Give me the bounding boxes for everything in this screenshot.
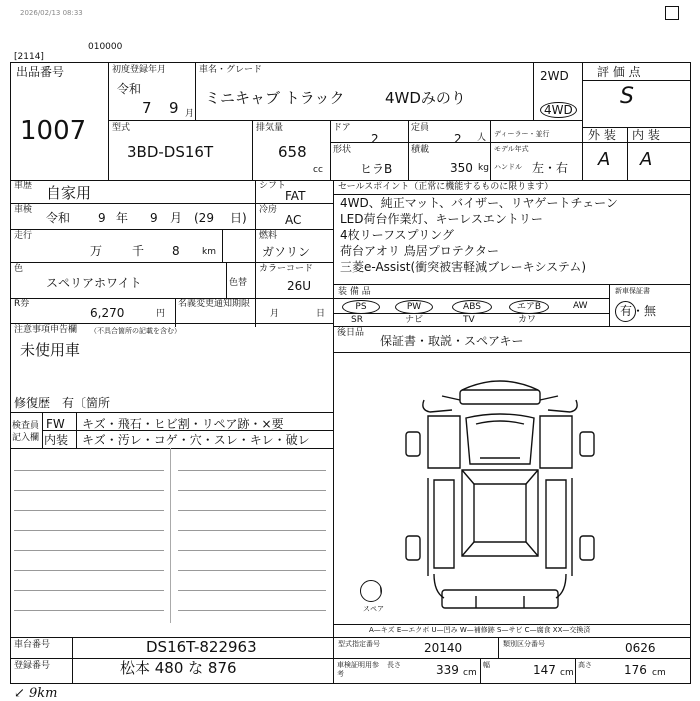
new-car-cert-circle — [615, 301, 636, 322]
displacement-unit: cc — [313, 165, 323, 175]
drive-2wd: 2WD — [540, 69, 569, 83]
equip-leather: カワ — [518, 315, 537, 325]
height-unit: cm — [652, 668, 666, 678]
repair-value: 有〔箇所 — [62, 396, 111, 410]
equip-ps: PS — [342, 300, 380, 314]
inspector-fw-label: FW — [46, 417, 65, 431]
height-label: 高さ — [578, 661, 592, 669]
doc-id: [2114] — [14, 52, 44, 62]
mileage-sen: 千 — [132, 244, 145, 258]
load-label: 積載 — [411, 145, 430, 155]
vehicle-grade: 4WDみのり — [385, 89, 466, 107]
capacity-value: 2 — [454, 132, 462, 146]
plate-label: 登録番号 — [14, 661, 51, 671]
sales-point-2: LED荷台作業灯、キーレスエントリー — [340, 212, 543, 226]
registration-month: 9 — [169, 99, 179, 117]
ac-value: AC — [285, 213, 302, 227]
vehicle-name: ミニキャブ トラック — [205, 89, 345, 107]
inspector-int-label: 内装 — [44, 433, 69, 447]
vehicle-label: 車名・グレード — [199, 65, 263, 75]
doors-value: 2 — [371, 132, 379, 146]
color-num-label: 色替 — [229, 278, 248, 288]
type-spec-value: 20140 — [424, 641, 463, 655]
model-label: 型式 — [112, 123, 131, 133]
lot-number: 1007 — [20, 116, 87, 146]
inspection-year: 9 — [98, 211, 106, 225]
color-code-label: カラーコード — [259, 264, 314, 274]
fuel-label: 燃料 — [259, 231, 278, 241]
notice-month-unit: 月 — [270, 309, 280, 319]
color-code: 26U — [287, 279, 312, 293]
color-label: 色 — [14, 264, 24, 274]
sales-point-5: 三菱e-Assist(衝突被害軽減ブレーキシステム) — [340, 260, 587, 274]
type-spec-label: 型式指定番号 — [338, 640, 380, 648]
inspector-int-items: キズ・汚レ・コゲ・穴・スレ・キレ・破レ — [82, 433, 310, 447]
score-value: S — [620, 84, 634, 109]
timestamp: 2026/02/13 08:33 — [20, 9, 83, 17]
displacement-value: 658 — [278, 143, 307, 161]
shape-value: ヒラB — [360, 162, 393, 176]
recycle-unit: 円 — [156, 309, 166, 319]
fuel-value: ガソリン — [262, 245, 311, 259]
length-label: 長さ — [387, 661, 401, 669]
shift-value: FAT — [285, 189, 306, 203]
displacement-label: 排気量 — [256, 123, 284, 133]
sales-point-3: 4枚リーフスプリング — [340, 228, 454, 242]
vehicle-damage-diagram — [380, 360, 620, 616]
inspection-day: (29 — [194, 211, 214, 225]
load-value: 350 — [450, 161, 473, 175]
chassis-value: DS16T-822963 — [146, 638, 257, 656]
inspection-label: 車検 — [14, 205, 33, 215]
inspection-month-unit: 月 — [170, 211, 183, 225]
height-value: 176 — [624, 663, 647, 677]
registration-label: 初度登録年月 — [112, 65, 167, 75]
width-unit: cm — [560, 668, 574, 678]
notice-day-unit: 日 — [316, 309, 326, 319]
shift-label: シフト — [259, 181, 287, 191]
equip-sr: SR — [351, 315, 363, 325]
class-label: 類別区分番号 — [503, 640, 545, 648]
notes-label: 注意事項申告欄 — [14, 325, 78, 335]
new-car-cert-label: 新車保証書 — [615, 287, 650, 295]
dealer-label: ディーラー・並行 — [494, 130, 550, 138]
registration-year: 7 — [142, 99, 152, 117]
score-int: A — [640, 149, 653, 170]
recycle-value: 6,270 — [90, 306, 125, 320]
capacity-label: 定員 — [411, 123, 430, 133]
chassis-label: 車台番号 — [14, 640, 51, 650]
handle-value: 左・右 — [532, 161, 569, 175]
mileage-unit: km — [202, 247, 216, 257]
handwritten-note: ↙ 9km — [14, 686, 58, 701]
lot-label: 出品番号 — [16, 65, 65, 79]
recycle-label: R券 — [14, 299, 30, 309]
equip-pw: PW — [395, 300, 433, 314]
inspection-year-unit: 年 — [116, 211, 129, 225]
mileage-label: 走行 — [14, 231, 33, 241]
equip-navi: ナビ — [405, 315, 424, 325]
notice-label: 名義変更通知期限 — [178, 299, 251, 309]
equip-tv: TV — [463, 315, 475, 325]
score-int-label: 内 装 — [632, 128, 660, 142]
accessories-value: 保証書・取説・スペアキー — [380, 334, 524, 348]
history-label: 車歴 — [14, 181, 33, 191]
width-value: 147 — [533, 663, 556, 677]
color-value: スペリアホワイト — [46, 276, 142, 290]
sales-point-1: 4WD、純正マット、バイザー、リヤゲートチェーン — [340, 196, 618, 210]
equip-aw: AW — [573, 301, 588, 311]
corner-box — [665, 6, 679, 20]
accessories-label: 後日品 — [337, 328, 365, 338]
inspection-era: 令和 — [46, 211, 71, 225]
notes-value: 未使用車 — [20, 341, 81, 359]
registration-month-unit: 月 — [185, 109, 195, 119]
history-value: 自家用 — [46, 184, 92, 202]
registration-era: 令和 — [117, 82, 142, 96]
inspection-month: 9 — [150, 211, 158, 225]
dims-cert-label: 車検証明用参考 — [337, 661, 379, 678]
spare-tire-icon — [360, 580, 382, 602]
plate-value: 松本 480 な 876 — [120, 659, 237, 677]
shape-label: 形状 — [333, 145, 352, 155]
inspection-day-unit: 日) — [230, 211, 247, 225]
width-label: 幅 — [483, 661, 490, 669]
sales-points-label: セールスポイント（正常に機能するものに限ります） — [338, 182, 554, 192]
ac-label: 冷房 — [259, 205, 278, 215]
inspector-label: 検査員記入欄 — [12, 421, 40, 443]
new-car-cert-value: 有・無 — [620, 304, 657, 318]
score-ext-label: 外 装 — [588, 128, 616, 142]
top-line: 010000 — [88, 42, 123, 52]
load-unit: kg — [478, 163, 489, 173]
length-unit: cm — [463, 668, 477, 678]
capacity-unit: 人 — [477, 133, 487, 143]
handle-label: ハンドル — [494, 163, 522, 171]
score-ext: A — [598, 149, 611, 170]
equip-abs: ABS — [452, 300, 492, 314]
score-label: 評 価 点 — [597, 65, 641, 79]
inspector-fw-items: キズ・飛石・ヒビ割・リペア跡・×要 — [82, 417, 284, 431]
length-value: 339 — [436, 663, 459, 677]
equipment-label: 装 備 品 — [338, 287, 371, 297]
repair-label: 修復歴 — [14, 396, 51, 410]
mileage-value: 8 — [172, 244, 180, 258]
class-value: 0626 — [625, 641, 656, 655]
equip-airbag: エアB — [509, 300, 549, 314]
sales-point-4: 荷台アオリ 鳥居プロテクター — [340, 244, 499, 258]
model-year-label: モデル年式 — [494, 145, 529, 153]
drive-4wd: 4WD — [540, 102, 577, 118]
doors-label: ドア — [333, 123, 351, 133]
notes-small: （不具合箇所の記載を含む） — [90, 327, 181, 335]
model-value: 3BD-DS16T — [127, 143, 214, 161]
spare-label: スペア — [363, 605, 384, 613]
mileage-man: 万 — [90, 244, 103, 258]
damage-legend: A—キズ E—エクボ U—凹み W—補修跡 S—サビ C—腐食 XX—交換済 — [369, 626, 591, 634]
